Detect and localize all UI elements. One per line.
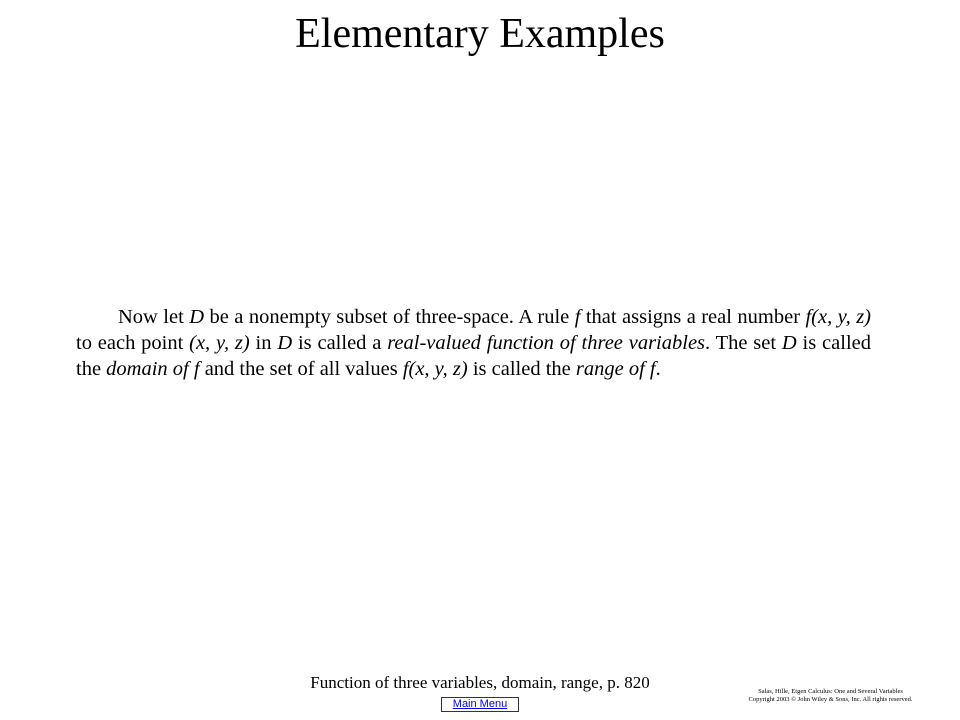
definition-paragraph (76, 304, 871, 382)
math-var: D (189, 306, 205, 328)
slide-title: Elementary Examples (295, 11, 665, 57)
math-var: f (574, 306, 581, 328)
text-run: is called a (292, 332, 388, 354)
defined-term: domain of f (106, 358, 200, 380)
math-expr: (x, y, z) (189, 332, 250, 354)
copyright-notice (708, 688, 953, 704)
text-run: . The set (705, 332, 782, 354)
text-run: be a nonempty subset of three-space. A rule (204, 306, 575, 328)
defined-term: real-valued function of three variables (387, 332, 706, 354)
copyright-line: Salas, Hille, Etgen Calculus: One and Several Variables (758, 688, 903, 695)
text-run: is called the (467, 358, 576, 380)
math-var: D (277, 332, 293, 354)
text-run: and the set of all values (199, 358, 403, 380)
math-expr: f(x, y, z) (805, 306, 871, 328)
defined-term: range of f (575, 358, 656, 380)
copyright-line: Copyright 2003 © John Wiley & Sons, Inc. All rights reserved. (748, 696, 913, 703)
text-run: that assigns a real number (580, 306, 806, 328)
text-run: is called the (76, 332, 871, 380)
slide-caption: Function of three variables, domain, range, p. 820 (310, 673, 650, 692)
main-menu-button[interactable]: Main Menu (441, 697, 519, 712)
math-var: D (781, 332, 797, 354)
text-run: Now let (118, 306, 190, 328)
text-run: to each point (76, 332, 190, 354)
text-run: . (655, 358, 661, 380)
math-expr: f(x, y, z) (402, 358, 468, 380)
text-run: in (249, 332, 278, 354)
